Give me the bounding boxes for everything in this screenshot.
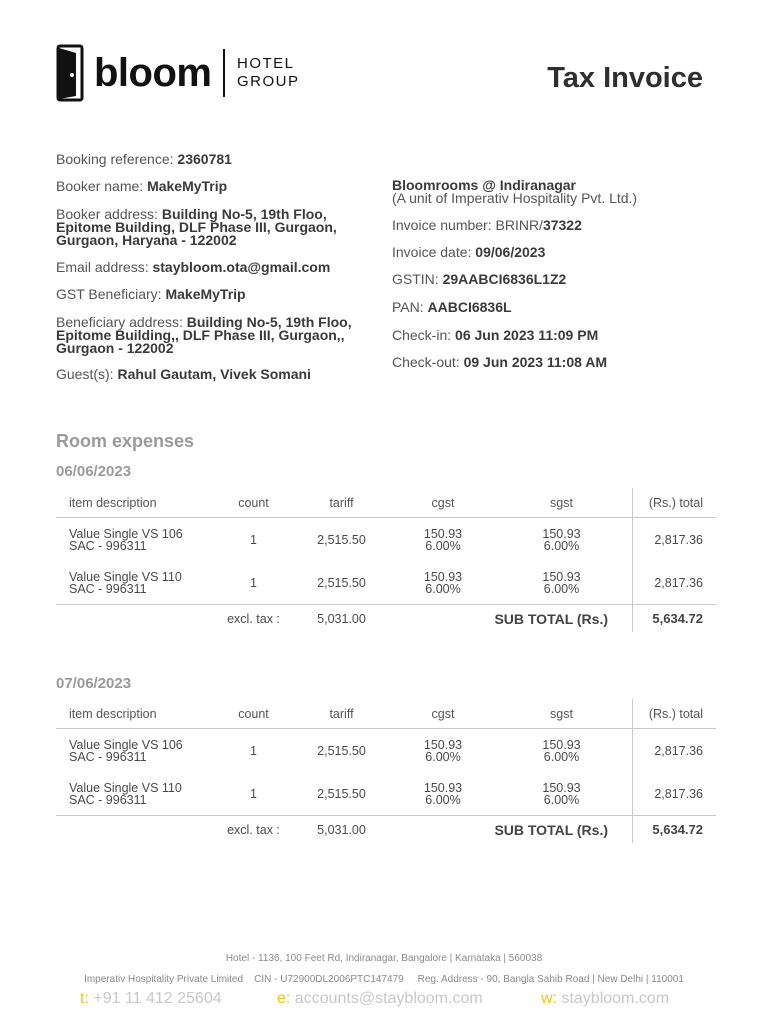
- col-total: (Rs.) total: [633, 488, 717, 518]
- expense-table: [56, 488, 716, 632]
- brand-line2: GROUP: [236, 73, 300, 90]
- spacer-cell: [56, 605, 219, 633]
- item-total: 2,817.36: [633, 561, 717, 605]
- email-address: [56, 261, 330, 274]
- booker-address-line1: Building No-5, 19th Floo,: [161, 206, 327, 222]
- item-sgst: [491, 729, 633, 773]
- item-count: 1: [250, 743, 257, 758]
- subtotal-row: [56, 605, 716, 633]
- sgst-amount: 150.93: [542, 569, 581, 584]
- subtotal-row: [56, 816, 716, 844]
- booking-reference-label: Booking reference:: [56, 151, 174, 167]
- check-out-label: Check-out:: [392, 354, 460, 370]
- gst-beneficiary-value: MakeMyTrip: [165, 286, 246, 302]
- item-name: Value Single VS 110: [69, 780, 182, 795]
- sgst-rate: 6.00%: [543, 538, 580, 553]
- beneficiary-address-line1: Building No-5, 19th Floo,: [186, 314, 352, 330]
- footer-reg-address: Reg. Address - 90, Bangla Sahib Road | New Delhi | 110001: [417, 974, 684, 985]
- hotel-block: [392, 179, 637, 205]
- table-row: [56, 729, 716, 773]
- item-count: 1: [250, 532, 257, 547]
- item-total: 2,817.36: [633, 729, 717, 773]
- pan: [392, 301, 512, 314]
- beneficiary-address-line3: Gurgaon - 122002: [56, 340, 174, 356]
- hotel-name: Bloomrooms @ Indiranagar: [392, 177, 577, 193]
- footer-company-line: [0, 974, 768, 985]
- brand-name: bloom: [94, 51, 212, 95]
- hotel-unit: (A unit of Imperativ Hospitality Pvt. Ltd.): [392, 190, 638, 206]
- check-out: [392, 356, 607, 369]
- footer-address: Hotel - 1136, 100 Feet Rd, Indiranagar, Bangalore | Karnataka | 560038: [225, 953, 543, 964]
- pan-value: AABCI6836L: [427, 299, 512, 315]
- subtotal-value: 5,634.72: [633, 816, 717, 844]
- excl-tax-label: excl. tax :: [219, 605, 288, 633]
- excl-tax-value: 5,031.00: [288, 605, 395, 633]
- spacer-cell: [56, 816, 219, 844]
- gst-beneficiary-label: GST Beneficiary:: [56, 286, 162, 302]
- excl-tax-value: 5,031.00: [288, 816, 395, 844]
- col-cgst: cgst: [395, 488, 491, 518]
- col-item-description: item description: [56, 488, 219, 518]
- phone-value[interactable]: +91 11 412 25604: [93, 990, 222, 1007]
- expense-table: [56, 699, 716, 843]
- item-description: [56, 561, 219, 605]
- brand-divider: [223, 49, 225, 97]
- footer-company: Imperativ Hospitality Private Limited: [84, 974, 244, 985]
- invoice-date-label: Invoice date:: [392, 244, 472, 260]
- email-key: e:: [277, 990, 291, 1007]
- sgst-rate: 6.00%: [543, 749, 580, 764]
- beneficiary-address-line2: Epitome Building,, DLF Phase III, Gurgaon,,: [56, 327, 345, 343]
- gstin-value: 29AABCI6836L1Z2: [442, 271, 567, 287]
- check-out-value: 09 Jun 2023 11:08 AM: [463, 354, 608, 370]
- invoice-date: [392, 246, 545, 259]
- guests-label: Guest(s):: [56, 366, 114, 382]
- day-date: 06/06/2023: [56, 463, 132, 480]
- item-cgst: [395, 561, 491, 605]
- item-cgst: [395, 772, 491, 816]
- table-row: [56, 561, 716, 605]
- table-row: [56, 772, 716, 816]
- footer-phone[interactable]: [80, 990, 222, 1008]
- sgst-amount: 150.93: [542, 526, 581, 541]
- subtotal-label: SUB TOTAL (Rs.): [395, 816, 633, 844]
- item-sgst: [491, 518, 633, 562]
- item-tariff: 2,515.50: [317, 743, 366, 758]
- email-value[interactable]: accounts@staybloom.com: [294, 990, 483, 1007]
- booker-address-line2: Epitome Building, DLF Phase III, Gurgaon,: [56, 219, 337, 235]
- booker-name-label: Booker name:: [56, 178, 144, 194]
- item-count: 1: [250, 786, 257, 801]
- invoice-number-prefix: BRINR/: [495, 217, 543, 233]
- cgst-amount: 150.93: [423, 569, 463, 584]
- sgst-rate: 6.00%: [543, 792, 580, 807]
- gstin-label: GSTIN:: [392, 271, 439, 287]
- item-sgst: [491, 561, 633, 605]
- website-value[interactable]: staybloom.com: [561, 990, 670, 1007]
- footer-email[interactable]: [277, 990, 483, 1008]
- booking-reference: [56, 153, 232, 166]
- item-description: [56, 772, 219, 816]
- brand-logo: [56, 44, 300, 102]
- check-in: [392, 329, 598, 342]
- col-sgst: sgst: [491, 699, 633, 729]
- gstin: [392, 273, 566, 286]
- col-count: count: [219, 488, 288, 518]
- item-cgst: [395, 729, 491, 773]
- website-key: w:: [541, 990, 557, 1007]
- col-count: count: [219, 699, 288, 729]
- item-sac: SAC - 996311: [69, 792, 147, 807]
- item-sac: SAC - 996311: [69, 749, 147, 764]
- item-name: Value Single VS 106: [69, 526, 183, 541]
- sgst-amount: 150.93: [542, 780, 581, 795]
- sgst-rate: 6.00%: [543, 581, 580, 596]
- col-item-description: item description: [56, 699, 219, 729]
- table-header-row: [56, 699, 716, 729]
- beneficiary-address: [56, 316, 352, 355]
- item-name: Value Single VS 110: [69, 569, 182, 584]
- footer-cin: CIN - U72900DL2006PTC147479: [254, 974, 404, 985]
- subtotal-label: SUB TOTAL (Rs.): [395, 605, 633, 633]
- col-tariff: tariff: [288, 488, 395, 518]
- col-sgst: sgst: [491, 488, 633, 518]
- item-count: 1: [250, 575, 257, 590]
- section-title: Room expenses: [56, 431, 195, 451]
- subtotal-value: 5,634.72: [633, 605, 717, 633]
- cgst-amount: 150.93: [423, 737, 463, 752]
- email-address-value: staybloom.ota@gmail.com: [152, 259, 331, 275]
- check-in-value: 06 Jun 2023 11:09 PM: [455, 327, 599, 343]
- item-tariff: 2,515.50: [317, 786, 366, 801]
- gst-beneficiary: [56, 288, 246, 301]
- beneficiary-address-label: Beneficiary address:: [56, 314, 183, 330]
- col-total: (Rs.) total: [633, 699, 717, 729]
- cgst-rate: 6.00%: [425, 792, 461, 807]
- item-tariff: 2,515.50: [317, 575, 366, 590]
- table-row: [56, 518, 716, 562]
- phone-key: t:: [80, 990, 89, 1007]
- item-name: Value Single VS 106: [69, 737, 183, 752]
- booker-name: [56, 180, 227, 193]
- cgst-rate: 6.00%: [425, 581, 461, 596]
- invoice-number-value: 37322: [542, 217, 582, 233]
- cgst-amount: 150.93: [423, 780, 463, 795]
- booker-address-line3: Gurgaon, Haryana - 122002: [56, 232, 237, 248]
- item-sac: SAC - 996311: [69, 581, 147, 596]
- cgst-rate: 6.00%: [425, 538, 461, 553]
- item-total: 2,817.36: [633, 518, 717, 562]
- booking-reference-value: 2360781: [177, 151, 232, 167]
- table-header-row: [56, 488, 716, 518]
- col-cgst: cgst: [395, 699, 491, 729]
- booker-address-label: Booker address:: [56, 206, 158, 222]
- check-in-label: Check-in:: [392, 327, 452, 343]
- brand-line1: HOTEL: [236, 55, 295, 72]
- col-tariff: tariff: [288, 699, 395, 729]
- item-tariff: 2,515.50: [317, 532, 366, 547]
- document-title: Tax Invoice: [547, 62, 703, 94]
- item-sac: SAC - 996311: [69, 538, 147, 553]
- item-description: [56, 729, 219, 773]
- pan-label: PAN:: [392, 299, 424, 315]
- booker-name-value: MakeMyTrip: [147, 178, 228, 194]
- cgst-amount: 150.93: [423, 526, 463, 541]
- item-total: 2,817.36: [633, 772, 717, 816]
- cgst-rate: 6.00%: [425, 749, 461, 764]
- invoice-number: [392, 219, 582, 232]
- brand-subtitle: [237, 55, 300, 91]
- invoice-date-value: 09/06/2023: [475, 244, 546, 260]
- guests: [56, 368, 311, 381]
- email-address-label: Email address:: [56, 259, 149, 275]
- booker-address: [56, 208, 337, 247]
- day-date: 07/06/2023: [56, 675, 132, 692]
- sgst-amount: 150.93: [542, 737, 581, 752]
- door-icon: [56, 44, 84, 102]
- footer-website[interactable]: [541, 990, 669, 1008]
- invoice-number-label: Invoice number:: [392, 217, 492, 233]
- guests-value: Rahul Gautam, Vivek Somani: [117, 366, 311, 382]
- excl-tax-label: excl. tax :: [219, 816, 288, 844]
- item-sgst: [491, 772, 633, 816]
- item-cgst: [395, 518, 491, 562]
- item-description: [56, 518, 219, 562]
